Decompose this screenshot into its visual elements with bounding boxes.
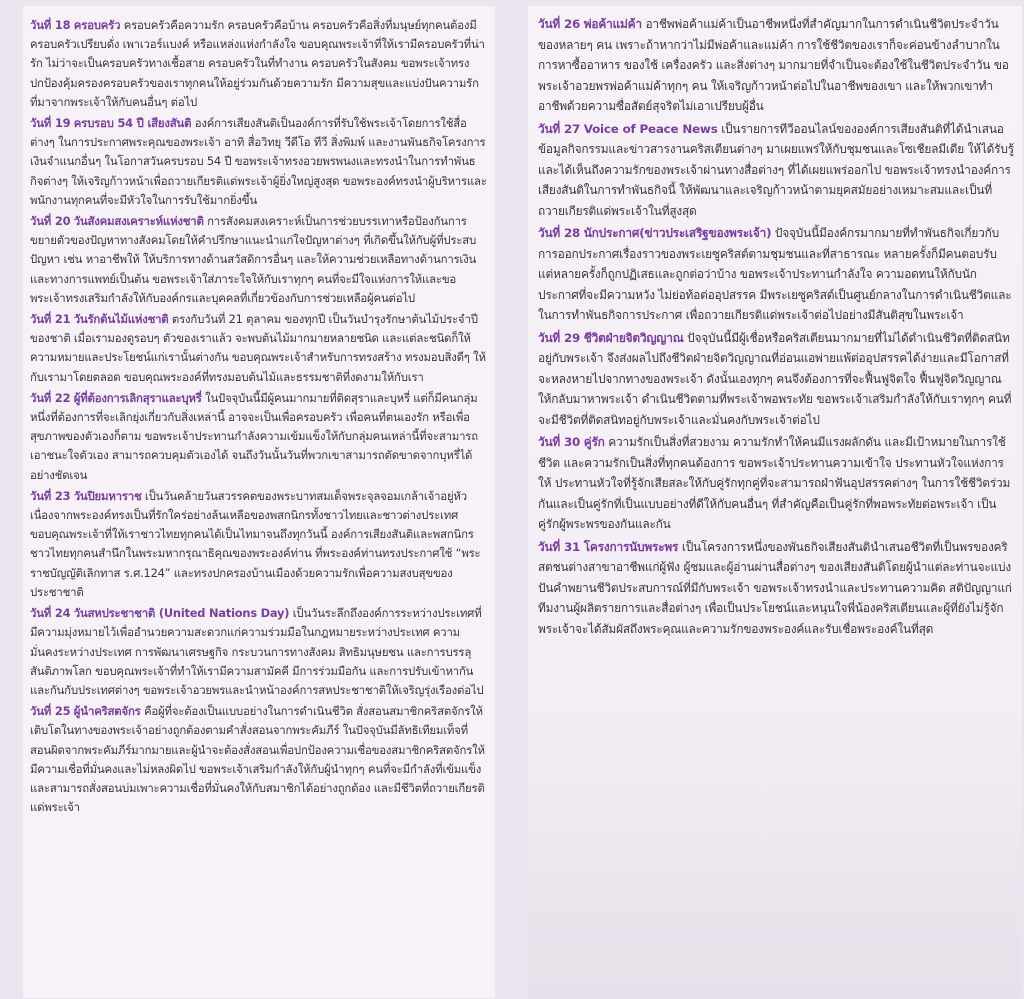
entry-day: วันที่ 27 xyxy=(538,121,581,136)
entry-day-22 xyxy=(30,389,487,485)
entry-body: ปัจจุบันนี้มีองค์กรมากมายที่ทำพันธกิจเกี่ยวกับการออกประกาศเรื่องราวของพระเยซูคริสต์ตามชุมชนและที่สาธารณะ หลายครั้งก็มีคนตอบรับ แต่หลายครั้งก็ถูกปฏิเสธและถูกต่อว่าบ้าง ขอพระเจ้าประทานกำลังใจ ความอดทนให้กับนักประกาศที่จะมีความหวัง ไม่ย่อท้อต่ออุปสรรค มีพระเยซูคริสต์เป็นศูนย์กลางในการดำเนินชีวิตและในการทำพันธกิจการประกาศ เพื่อถวายเกียรติแด่พระเจ้าต่อไปอย่างมีสันติสุขในพระเจ้า xyxy=(538,226,1012,322)
entry-title: วันสหประชาชาติ (United Nations Day) xyxy=(73,606,290,621)
entry-body: ความรักเป็นสิ่งที่สวยงาม ความรักทำให้คนมีแรงผลักดัน และมีเป้าหมายในการใช้ชีวิต และความรักเป็นสิ่งที่ทุกคนต้องการ ขอพระเจ้าประทานความเข้าใจ ประทานหัวใจแห่งการให้ ประทานหัวใจที่รู้จักเสียสละให้กับคู่รักทุกคู่ที่จะสามารถฝ่าฟันอุปสรรคต่างๆ ในการใช้ชีวิตร่วมกันและเป็นคู่รักที่เป็นแบบอย่างที่ดีให้กับคนอื่นๆ ที่สำคัญคือเป็นคู่รักที่พอพระทัยต่อพระเจ้า เป็นคู่รักผู้พระพรของกันและกัน xyxy=(538,435,1011,531)
entry-body: เป็นรายการทีวีออนไลน์ขององค์การเสียงสันติที่ได้นำเสนอข้อมูลกิจกรรมและข่าวสารงานคริสเตียนต่างๆ มาเผยแพร่ให้กับชุมชนและโซเชียลมีเดีย ให้ได้รับรู้และได้เห็นถึงความรักของพระเจ้าผ่านทางสื่อต่างๆ ที่ได้เผยแพร่ออกไป ขอพระเจ้าทรงนำองค์การเสียงสันติในการทำพันธกิจนี้ ให้พัฒนาและเจริญก้าวหน้าตามยุคสมัยอย่างเหมาะสมและเป็นที่ถวายเกียรติแด่พระเจ้าในที่สูงสุด xyxy=(538,121,1014,218)
entry-day: วันที่ 26 xyxy=(538,17,581,31)
entry-day: วันที่ 29 xyxy=(538,330,581,345)
left-column xyxy=(23,6,495,998)
entry-day: วันที่ 20 xyxy=(30,214,71,229)
entry-title: Voice of Peace News xyxy=(583,121,718,136)
entry-body: เป็นโครงการหนึ่งของพันธกิจเสียงสันตินำเสนอชีวิตที่เป็นพรของคริสตชนต่างสาขาอาชีพแก่ผู้ฟัง ผู้ชมและผู้อ่านผ่านสื่อต่างๆ ของเสียงสันติโดยผู้นำแต่ละท่านจะแบ่งปันคำพยานชีวิตประสบการณ์ที่มีกับพระเจ้า ขอพระเจ้าทรงนำและประทานความคิด สติปัญญาแก่ทีมงานผู้ผลิตรายการและสื่อต่างๆ เพื่อเป็นประโยชน์และหนุนใจพี่น้องคริสเตียนและผู้ที่ยังไม่รู้จักพระเจ้าจะได้สัมผัสถึงพระคุณและความรักของพระองค์และรับเชื่อพระองค์ในที่สุด xyxy=(538,539,1012,636)
entry-title: ครบรอบ 54 ปี เสียงสันติ xyxy=(73,116,192,131)
entry-title: โครงการนับพระพร xyxy=(583,539,679,554)
entry-body: เป็นวันคล้ายวันสวรรคตของพระบาทสมเด็จพระจุลจอมเกล้าเจ้าอยู่หัว เนื่องจากพระองค์ทรงเป็นที่รักใคร่อย่างล้นเหลือของพสกนิกรทั้งชาวไทยและชาวต่างประเทศ ขอบคุณพระเจ้าที่ให้เราชาวไทยทุกคนได้เป็นไทมาจนถึงทุกวันนี้ องค์การเสียงสันติและพสกนิกรชาวไทยทุกคนสำนึกในพระมหากรุณาธิคุณของพระองค์ท่าน ที่พระองค์ท่านทรงประกาศใช้ “พระราชบัญญัติเลิกทาส ร.ศ.124” และทรงปกครองบ้านเมืองด้วยความรักเพื่อความสงบสุขของประชาชาติ xyxy=(30,488,481,599)
entry-body: ปัจจุบันนี้มีผู้เชื่อหรือคริสเตียนมากมายที่ไม่ได้ดำเนินชีวิตที่ติดสนิทอยู่กับพระเจ้า จึงส่งผลไปถึงชีวิตฝ่ายจิตวิญญาณที่อ่อนแอพ่ายแพ้ต่ออุปสรรคได้ง่ายและมีโอกาสที่จะหลงหายไปจากทางของพระเจ้า ดังนั้นเองทุกๆ คนจึงต้องการที่จะฟื้นฟูจิตใจ ฟื้นฟูจิตวิญญาณ ให้กลับมาหาพระเจ้า ดำเนินชีวิตตามที่พระเจ้าพอพระทัย ขอพระเจ้าเสริมกำลังให้กับเราทุกๆ คนที่จะมีชีวิตที่ติดสนิทอยู่กับพระเจ้าและมั่นคงกับพระเจ้าต่อไป xyxy=(538,330,1012,427)
entry-title: พ่อค้าแม่ค้า xyxy=(583,17,642,31)
entry-title: วันสังคมสงเคราะห์แห่งชาติ xyxy=(73,214,204,229)
entry-title: คู่รัก xyxy=(583,435,605,449)
entry-day: วันที่ 30 xyxy=(538,435,581,449)
entry-body: คือผู้ที่จะต้องเป็นแบบอย่างในการดำเนินชีวิต สั่งสอนสมาชิกคริสตจักรให้เติบโตในทางของพระเจ้าอย่างถูกต้องตามคำสั่งสอนจากพระคัมภีร์ ในปัจจุบันมีลัทธิเทียมเท็จที่สอนผิดจากพระคัมภีร์มากมายและผู้นำจะต้องสั่งสอนเพื่อปกป้องความเชื่อของสมาชิกคริสตจักรให้มีความเชื่อที่มั่นคงและไม่หลงผิดไป ขอพระเจ้าเสริมกำลังให้กับผู้นำทุกๆ คนที่จะมีกำลังที่เข้มแข็งและสามารถสั่งสอนบ่มเพาะความเชื่อที่มั่นคงให้กับสมาชิกได้อย่างถูกต้อง และมีชีวิตที่ถวายเกียรติแด่พระเจ้า xyxy=(30,704,485,815)
entry-day: วันที่ 18 xyxy=(30,18,71,32)
entry-body: ครอบครัวคือความรัก ครอบครัวคือบ้าน ครอบครัวคือสิ่งที่มนุษย์ทุกคนต้องมี ครอบครัวเปรียบดั่ง เพาเวอร์แบงค์ หรือแหล่งแห่งกำลังใจ ขอบคุณพระเจ้าที่ให้เรามีครอบครัวที่น่ารัก ไม่ว่าจะเป็นครอบครัวทางเชื้อสาย ครอบครัวในที่ทำงาน ครอบครัวในสังคม ขอพระเจ้าทรงปกป้องคุ้มครองครอบครัวของเราทุกคนให้อยู่ร่วมกันด้วยความรัก มีความสุขและแบ่งปันความรักที่มาจากพระเจ้าให้กับคนอื่นๆ ต่อไป xyxy=(30,18,485,109)
entry-day-31 xyxy=(538,537,1014,640)
entry-day: วันที่ 23 xyxy=(30,488,71,503)
entry-day: วันที่ 19 xyxy=(30,116,71,131)
right-column xyxy=(528,6,1022,998)
entry-title: วันรักต้นไม้แห่งชาติ xyxy=(73,312,169,327)
entry-body: การสังคมสงเคราะห์เป็นการช่วยบรรเทาหรือป้องกันการขยายตัวของปัญหาทางสังคมโดยให้คำปรึกษาแนะนำแก่ใจปัญหาต่างๆ ที่เกิดขึ้นให้กับผู้ที่ประสบปัญหา เช่น หาอาชีพให้ ให้บริการทางด้านสวัสดิการอื่นๆ และให้ความช่วยเหลือทางด้านการเงินและทางการแพทย์เป็นต้น ขอพระเจ้าใส่ภาระใจให้กับเราทุกๆ คนที่จะมีใจแห่งการให้และขอพระเจ้าทรงเสริมกำลังให้กับองค์กรและบุคคลที่เกี่ยวข้องกับการช่วยเหลือผู้คนต่อไป xyxy=(30,214,477,305)
entry-day-28 xyxy=(538,223,1014,326)
entry-title: นักประกาศ(ข่าวประเสริฐของพระเจ้า) xyxy=(583,226,772,240)
entry-day: วันที่ 21 xyxy=(30,312,71,327)
entry-day-27 xyxy=(538,119,1014,222)
entry-day: วันที่ 31 xyxy=(538,539,581,554)
entry-day-29 xyxy=(538,328,1014,431)
entry-body: อาชีพพ่อค้าแม่ค้าเป็นอาชีพหนึ่งที่สำคัญมากในการดำเนินชีวิตประจำวันของหลายๆ คน เพราะถ้าหากว่าไม่มีพ่อค้าและแม่ค้า การใช้ชีวิตของเราก็จะค่อนข้างลำบากในการหาซื้ออาหาร ของใช้ เครื่องครัว และสิ่งต่างๆ มากมายที่จำเป็นจะต้องใช้ในชีวิตประจำวัน ขอพระเจ้าอวยพรพ่อค้าแม่ค้าทุกๆ คน ให้เจริญก้าวหน้าต่อไปในอาชีพของเขา และให้พวกเขาทำอาชีพด้วยความซื่อสัตย์สุจริตไม่เอาเปรียบผู้อื่น xyxy=(538,17,1009,113)
entry-title: ชีวิตฝ่ายจิตวิญญาณ xyxy=(583,330,684,345)
entry-day-18 xyxy=(30,16,487,112)
entry-body: องค์การเสียงสันติเป็นองค์การที่รับใช้พระเจ้าโดยการใช้สื่อต่างๆ ในการประกาศพระคุณของพระเจ้า อาทิ สื่อวิทยุ วีดีโอ ทีวี สิ่งพิมพ์ และงานพันธกิจโครงการเงินจำแนกอื่นๆ ในโอกาสวันครบรอบ 54 ปี ขอพระเจ้าทรงอวยพรพนงและทรงนำในการทำพันธกิจต่างๆ ให้เจริญก้าวหน้าเพื่อถวายเกียรติแด่พระเจ้าผู้ยิ่งใหญ่สูงสุด ขอพระองค์ทรงนำผู้บริหารและพนักงานทุกคนที่จะมีหัวใจในการรับใช้มากยิ่งขึ้น xyxy=(30,116,487,207)
entry-title: ผู้ที่ต้องการเลิกสุราและบุหรี่ xyxy=(73,390,202,405)
entry-day: วันที่ 25 xyxy=(30,704,71,719)
entry-day-30 xyxy=(538,432,1014,535)
entry-day-19 xyxy=(30,114,487,210)
entry-day-26 xyxy=(538,14,1014,117)
entry-day: วันที่ 28 xyxy=(538,226,581,240)
entry-day: วันที่ 24 xyxy=(30,606,71,621)
entry-day-25 xyxy=(30,702,487,817)
entry-body: ตรงกับวันที่ 21 ตุลาคม ของทุกปี เป็นวันบำรุงรักษาต้นไม้ประจำปีของชาติ เมื่อเรามองดูรอบๆ ตัวของเราแล้ว จะพบต้นไม้มากมายหลายชนิด และแต่ละชนิดก็ให้ความหมายและประโยชน์แก่เรานั้นต่างกัน ขอบคุณพระเจ้าสำหรับการทรงสร้าง ทรงมอบสิ่งดีๆ ให้กับเรามาโดยตลอด ขอบคุณพระองค์ที่ทรงมอบต้นไม้และธรรมชาติที่งดงามให้กับเรา xyxy=(30,312,486,384)
entry-title: ผู้นำคริสตจักร xyxy=(73,704,141,719)
entry-day-24 xyxy=(30,604,487,700)
entry-title: วันปิยมหาราช xyxy=(73,488,142,503)
entry-day-23 xyxy=(30,487,487,602)
entry-day-21 xyxy=(30,310,487,387)
entry-day-20 xyxy=(30,212,487,308)
entry-day: วันที่ 22 xyxy=(30,390,71,405)
entry-body: เป็นวันระลึกถึงองค์การระหว่างประเทศที่มีความมุ่งหมายไว้เพื่ออำนวยความสะดวกแก่ความร่วมมือในกฎหมายระหว่างประเทศ ความมั่นคงระหว่างประเทศ การพัฒนาเศรษฐกิจ กระบวนการทางสังคม สิทธิมนุษยชน และการบรรลุสันติภาพโลก ขอบคุณพระเจ้าที่ทำให้เรามีความสามัคคี มีการร่วมมือกัน และการปรับเข้าหากันและกันกับประเทศต่างๆ ขอพระเจ้าอวยพรและนำหน้าองค์การสหประชาชาติให้เจริญรุ่งเรืองต่อไป xyxy=(30,606,484,697)
entry-body: ในปัจจุบันนี้มีผู้คนมากมายที่ติดสุราและบุหรี่ แต่ก็มีคนกลุ่มหนึ่งที่ต้องการที่จะเลิกยุ่งเกี่ยวกับสิ่งเหล่านี้ อาจจะเป็นเพื่อครอบครัว เพื่อคนที่ตนเองรัก หรือเพื่อสุขภาพของตัวเองก็ตาม ขอพระเจ้าประทานกำลังความเข้มแข็งให้กับกลุ่มคนเหล่านี้ที่จะสามารถเอาชนะใจตัวเอง สามารถควบคุมตัวเองได้ จนถึงวันนั้นวันที่พวกเขาสามารถตัดขาดจากบุหรี่ได้อย่างชัดเจน xyxy=(30,390,478,482)
entry-title: ครอบครัว xyxy=(73,18,121,32)
